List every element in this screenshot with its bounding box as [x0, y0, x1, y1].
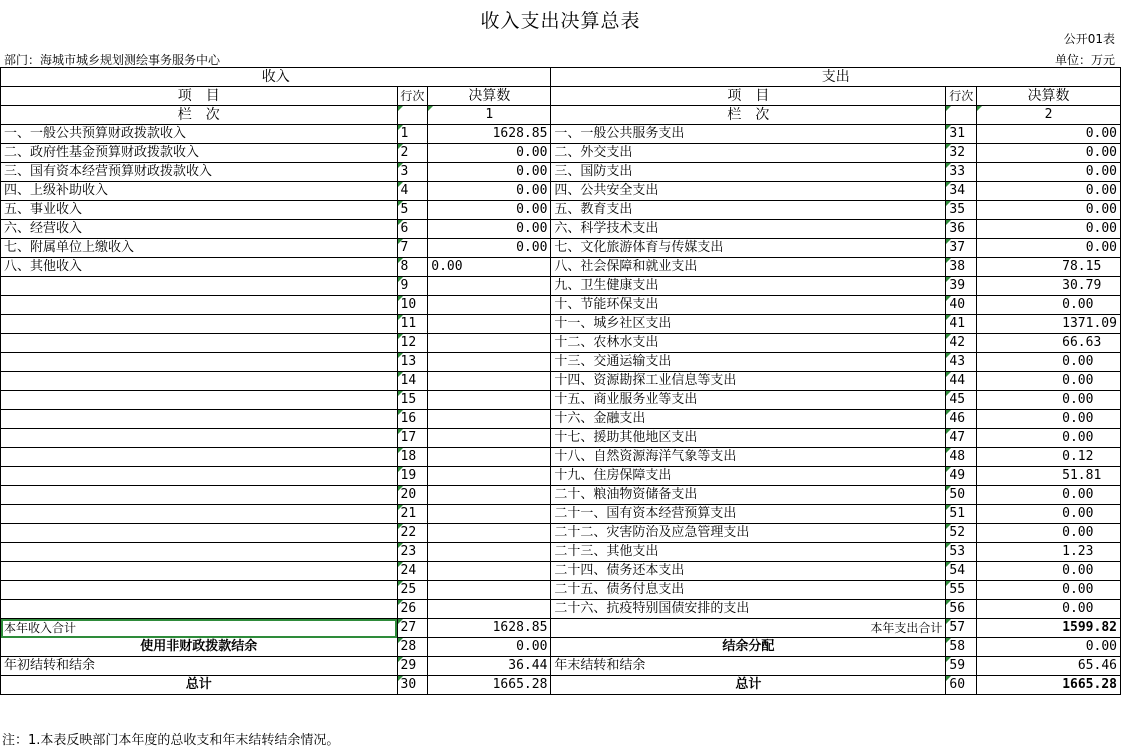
expense-amount: 0.00 [977, 201, 1121, 220]
table-row [1, 391, 1121, 410]
income-item-name: 七、附属单位上缴收入 [1, 239, 398, 258]
expense-amount: 0.00 [977, 182, 1121, 201]
expense-amount: 0.00 [977, 486, 1121, 505]
income-row-number: 19 [397, 467, 428, 486]
expense-item-name: 七、文化旅游体育与传媒支出 [551, 239, 946, 258]
income-row-number: 7 [397, 239, 428, 258]
income-row-number: 8 [397, 258, 428, 277]
table-row [1, 524, 1121, 543]
expense-total-rowno: 57 [946, 619, 977, 638]
expense-row-number: 32 [946, 144, 977, 163]
income-row-number: 21 [397, 505, 428, 524]
ending-balance-value: 65.46 [977, 657, 1121, 676]
income-amount: 0.00 [428, 144, 551, 163]
income-col-label: 栏 次 [1, 106, 398, 125]
table-row [1, 296, 1121, 315]
table-row [1, 486, 1121, 505]
table-row [1, 410, 1121, 429]
beginning-balance-label: 年初结转和结余 [1, 657, 398, 676]
expense-amount: 1.23 [977, 543, 1121, 562]
expense-total-label: 本年支出合计 [551, 619, 946, 638]
expense-item-name: 三、国防支出 [551, 163, 946, 182]
expense-amount: 0.00 [977, 163, 1121, 182]
expense-header: 支出 [551, 68, 1121, 87]
expense-item-name: 十一、城乡社区支出 [551, 315, 946, 334]
income-amount [428, 543, 551, 562]
income-amount [428, 562, 551, 581]
income-expense-table [0, 67, 1121, 695]
expense-item-name: 十二、农林水支出 [551, 334, 946, 353]
expense-item-name: 十八、自然资源海洋气象等支出 [551, 448, 946, 467]
income-amount: 0.00 [428, 201, 551, 220]
income-row-number: 16 [397, 410, 428, 429]
expense-row-number: 50 [946, 486, 977, 505]
income-total-value: 1628.85 [428, 619, 551, 638]
expense-row-number: 45 [946, 391, 977, 410]
table-row [1, 258, 1121, 277]
income-item-name [1, 372, 398, 391]
expense-col-label: 栏 次 [551, 106, 946, 125]
form-number: 公开01表 [1063, 32, 1115, 46]
income-row-number: 13 [397, 353, 428, 372]
expense-row-number: 33 [946, 163, 977, 182]
expense-row-number: 41 [946, 315, 977, 334]
expense-row-number: 34 [946, 182, 977, 201]
income-item-name: 二、政府性基金预算财政拨款收入 [1, 144, 398, 163]
income-amount [428, 391, 551, 410]
expense-item-name: 十三、交通运输支出 [551, 353, 946, 372]
nonfiscal-balance-value: 0.00 [428, 638, 551, 657]
income-amount [428, 486, 551, 505]
income-item-name [1, 410, 398, 429]
income-row-number: 25 [397, 581, 428, 600]
table-row [1, 467, 1121, 486]
table-row [1, 201, 1121, 220]
expense-amount: 0.00 [977, 353, 1121, 372]
table-row [1, 125, 1121, 144]
table-row [1, 220, 1121, 239]
income-amount [428, 410, 551, 429]
expense-row-number: 56 [946, 600, 977, 619]
income-item-name [1, 505, 398, 524]
expense-item-name: 二十、粮油物资储备支出 [551, 486, 946, 505]
income-row-number: 2 [397, 144, 428, 163]
expense-row-number: 38 [946, 258, 977, 277]
income-item-name [1, 277, 398, 296]
expense-amount-header: 决算数 [977, 87, 1121, 106]
expense-item-name: 二十四、债务还本支出 [551, 562, 946, 581]
income-amount-header: 决算数 [428, 87, 551, 106]
expense-amount: 0.00 [977, 144, 1121, 163]
expense-amount: 0.00 [977, 600, 1121, 619]
expense-amount: 0.00 [977, 524, 1121, 543]
income-amount [428, 353, 551, 372]
expense-row-number: 53 [946, 543, 977, 562]
expense-item-name: 十四、资源勘探工业信息等支出 [551, 372, 946, 391]
expense-item-name: 九、卫生健康支出 [551, 277, 946, 296]
table-row [1, 182, 1121, 201]
table-row [1, 334, 1121, 353]
expense-col-blank [946, 106, 977, 125]
expense-row-number: 43 [946, 353, 977, 372]
unit-label: 单位：万元 [1054, 53, 1115, 67]
expense-item-name: 五、教育支出 [551, 201, 946, 220]
income-amount [428, 296, 551, 315]
balance-distribution-value: 0.00 [977, 638, 1121, 657]
expense-amount: 0.00 [977, 581, 1121, 600]
table-row [1, 239, 1121, 258]
expense-total-value: 1599.82 [977, 619, 1121, 638]
income-total-rowno: 27 [397, 619, 428, 638]
income-col-number: 1 [428, 106, 551, 125]
income-rowno-header: 行次 [397, 87, 428, 106]
table-row [1, 505, 1121, 524]
expense-amount: 0.12 [977, 448, 1121, 467]
income-amount [428, 467, 551, 486]
income-col-blank [397, 106, 428, 125]
income-amount: 0.00 [428, 239, 551, 258]
expense-amount: 0.00 [977, 562, 1121, 581]
income-amount: 0.00 [428, 220, 551, 239]
income-row-number: 20 [397, 486, 428, 505]
income-row-number: 26 [397, 600, 428, 619]
table-row [1, 163, 1121, 182]
income-row-number: 12 [397, 334, 428, 353]
table-row [1, 600, 1121, 619]
expense-row-number: 44 [946, 372, 977, 391]
table-row [1, 543, 1121, 562]
income-amount [428, 372, 551, 391]
expense-row-number: 51 [946, 505, 977, 524]
expense-amount: 0.00 [977, 410, 1121, 429]
income-item-name: 三、国有资本经营预算财政拨款收入 [1, 163, 398, 182]
expense-amount: 0.00 [977, 391, 1121, 410]
footnote: 注：1.本表反映部门本年度的总收支和年末结转结余情况。 [2, 733, 340, 748]
expense-row-number: 46 [946, 410, 977, 429]
income-item-name [1, 600, 398, 619]
expense-item-name: 一、一般公共服务支出 [551, 125, 946, 144]
income-item-name [1, 486, 398, 505]
income-amount: 1628.85 [428, 125, 551, 144]
table-row [1, 448, 1121, 467]
expense-row-number: 55 [946, 581, 977, 600]
expense-row-number: 40 [946, 296, 977, 315]
grand-total-income-label: 总计 [1, 676, 398, 695]
expense-rowno-header: 行次 [946, 87, 977, 106]
income-row-number: 15 [397, 391, 428, 410]
income-row-number: 24 [397, 562, 428, 581]
income-item-name: 一、一般公共预算财政拨款收入 [1, 125, 398, 144]
table-row [1, 581, 1121, 600]
income-row-number: 23 [397, 543, 428, 562]
income-row-number: 22 [397, 524, 428, 543]
table-row [1, 562, 1121, 581]
income-item-name: 八、其他收入 [1, 258, 398, 277]
department-label: 部门：海城市城乡规划测绘事务服务中心 [4, 53, 221, 67]
income-row-number: 1 [397, 125, 428, 144]
income-amount [428, 315, 551, 334]
expense-item-name: 二十六、抗疫特别国债安排的支出 [551, 600, 946, 619]
expense-amount: 51.81 [977, 467, 1121, 486]
income-item-name [1, 524, 398, 543]
income-item-name [1, 353, 398, 372]
expense-item-header: 项 目 [551, 87, 946, 106]
income-item-name [1, 448, 398, 467]
expense-row-number: 54 [946, 562, 977, 581]
expense-item-name: 十六、金融支出 [551, 410, 946, 429]
nonfiscal-balance-label: 使用非财政拨款结余 [1, 638, 398, 657]
income-row-number: 6 [397, 220, 428, 239]
income-amount [428, 581, 551, 600]
expense-item-name: 二十二、灾害防治及应急管理支出 [551, 524, 946, 543]
expense-row-number: 36 [946, 220, 977, 239]
expense-amount: 0.00 [977, 239, 1121, 258]
income-row-number: 14 [397, 372, 428, 391]
income-row-number: 5 [397, 201, 428, 220]
grand-total-expense-value: 1665.28 [977, 676, 1121, 695]
income-amount: 0.00 [428, 163, 551, 182]
income-amount [428, 448, 551, 467]
table-row [1, 372, 1121, 391]
expense-item-name: 二十一、国有资本经营预算支出 [551, 505, 946, 524]
grand-total-income-value: 1665.28 [428, 676, 551, 695]
expense-row-number: 52 [946, 524, 977, 543]
expense-amount: 0.00 [977, 296, 1121, 315]
expense-amount: 0.00 [977, 125, 1121, 144]
expense-row-number: 31 [946, 125, 977, 144]
income-item-name: 五、事业收入 [1, 201, 398, 220]
table-row [1, 315, 1121, 334]
expense-item-name: 二、外交支出 [551, 144, 946, 163]
expense-col-number: 2 [977, 106, 1121, 125]
expense-row-number: 39 [946, 277, 977, 296]
income-row-number: 4 [397, 182, 428, 201]
expense-item-name: 十九、住房保障支出 [551, 467, 946, 486]
expense-row-number: 37 [946, 239, 977, 258]
grand-total-expense-label: 总计 [551, 676, 946, 695]
expense-item-name: 六、科学技术支出 [551, 220, 946, 239]
income-item-name: 四、上级补助收入 [1, 182, 398, 201]
expense-amount: 0.00 [977, 220, 1121, 239]
expense-amount: 1371.09 [977, 315, 1121, 334]
expense-row-number: 49 [946, 467, 977, 486]
expense-amount: 0.00 [977, 429, 1121, 448]
income-amount [428, 524, 551, 543]
expense-amount: 0.00 [977, 505, 1121, 524]
income-row-number: 18 [397, 448, 428, 467]
income-item-name [1, 562, 398, 581]
income-item-name [1, 296, 398, 315]
income-amount [428, 429, 551, 448]
income-item-name [1, 429, 398, 448]
expense-row-number: 42 [946, 334, 977, 353]
income-item-name [1, 543, 398, 562]
income-amount: 0.00 [428, 258, 551, 277]
expense-item-name: 二十三、其他支出 [551, 543, 946, 562]
expense-item-name: 二十五、债务付息支出 [551, 581, 946, 600]
table-row [1, 429, 1121, 448]
beginning-balance-rowno: 29 [397, 657, 428, 676]
expense-row-number: 48 [946, 448, 977, 467]
income-item-name [1, 467, 398, 486]
expense-amount: 30.79 [977, 277, 1121, 296]
income-amount [428, 600, 551, 619]
expense-item-name: 十七、援助其他地区支出 [551, 429, 946, 448]
income-item-name: 六、经营收入 [1, 220, 398, 239]
expense-item-name: 四、公共安全支出 [551, 182, 946, 201]
grand-total-expense-rowno: 60 [946, 676, 977, 695]
table-row [1, 277, 1121, 296]
expense-amount: 66.63 [977, 334, 1121, 353]
expense-amount: 0.00 [977, 372, 1121, 391]
income-amount: 0.00 [428, 182, 551, 201]
beginning-balance-value: 36.44 [428, 657, 551, 676]
income-row-number: 10 [397, 296, 428, 315]
expense-item-name: 十、节能环保支出 [551, 296, 946, 315]
ending-balance-label: 年末结转和结余 [551, 657, 946, 676]
report-title: 收入支出决算总表 [480, 10, 641, 32]
balance-distribution-label: 结余分配 [551, 638, 946, 657]
income-row-number: 3 [397, 163, 428, 182]
expense-row-number: 35 [946, 201, 977, 220]
expense-item-name: 八、社会保障和就业支出 [551, 258, 946, 277]
income-amount [428, 277, 551, 296]
income-item-header: 项 目 [1, 87, 398, 106]
income-item-name [1, 334, 398, 353]
income-item-name [1, 581, 398, 600]
income-row-number: 11 [397, 315, 428, 334]
income-amount [428, 334, 551, 353]
income-row-number: 17 [397, 429, 428, 448]
table-row [1, 353, 1121, 372]
expense-item-name: 十五、商业服务业等支出 [551, 391, 946, 410]
income-item-name [1, 315, 398, 334]
grand-total-income-rowno: 30 [397, 676, 428, 695]
income-row-number: 9 [397, 277, 428, 296]
income-amount [428, 505, 551, 524]
income-item-name [1, 391, 398, 410]
expense-amount: 78.15 [977, 258, 1121, 277]
balance-distribution-rowno: 58 [946, 638, 977, 657]
ending-balance-rowno: 59 [946, 657, 977, 676]
nonfiscal-balance-rowno: 28 [397, 638, 428, 657]
expense-row-number: 47 [946, 429, 977, 448]
income-total-label[interactable]: 本年收入合计 [1, 619, 398, 638]
table-row [1, 144, 1121, 163]
income-header: 收入 [1, 68, 551, 87]
